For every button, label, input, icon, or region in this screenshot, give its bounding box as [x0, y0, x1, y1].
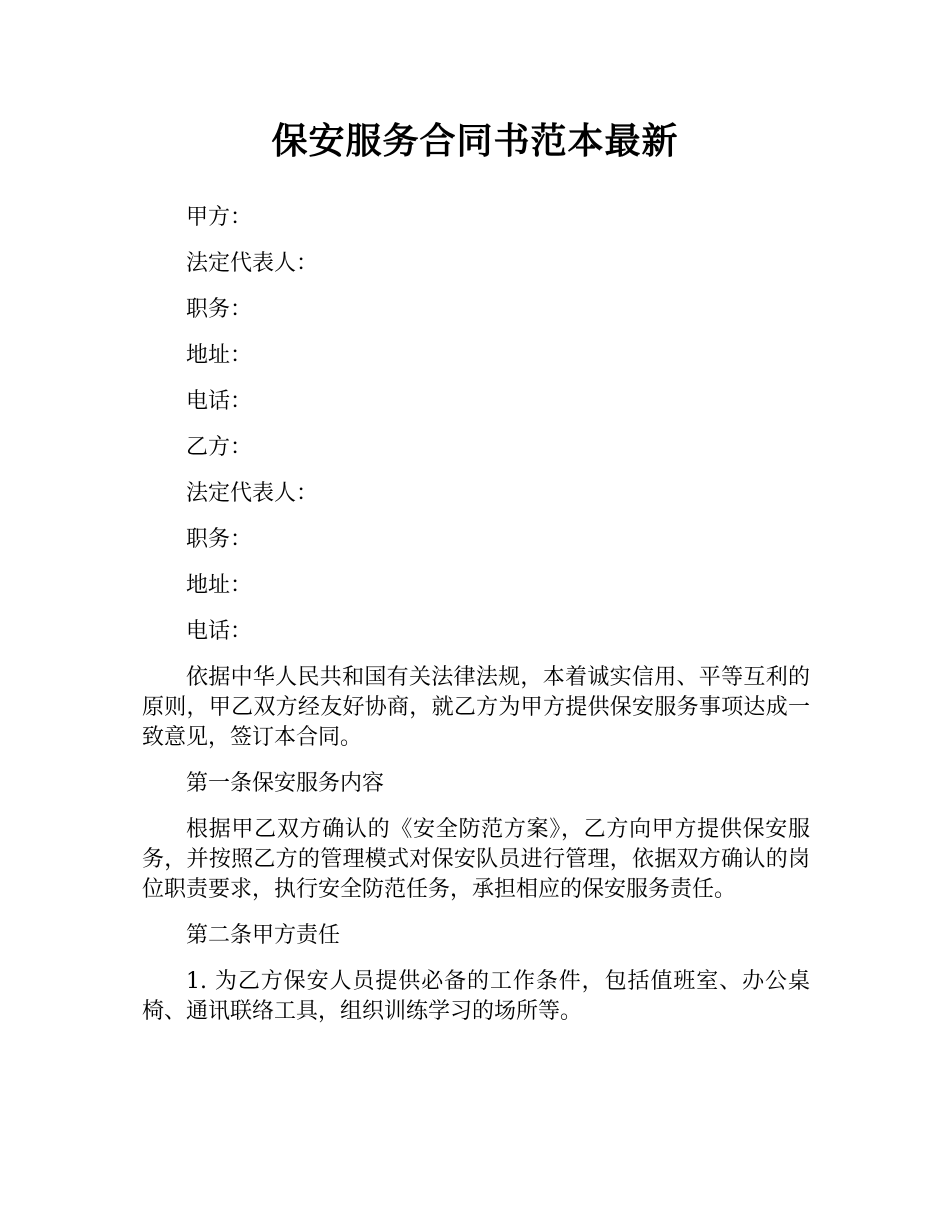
- party-b-phone-label: 电话：: [186, 619, 253, 644]
- party-a-name-label: 甲方：: [186, 205, 253, 230]
- article-1-paragraph: 根据甲乙双方确认的《安全防范方案》，乙方向甲方提供保安服务，并按照乙方的管理模式对保安队员进行管理，依据双方确认的岗位职责要求，执行安全防范任务，承担相应的保安服务责任。: [142, 817, 810, 902]
- party-b-representative-label: 法定代表人：: [186, 481, 319, 506]
- document-title: 保安服务合同书范本最新: [271, 121, 679, 162]
- party-b-position-label: 职务：: [186, 527, 253, 552]
- preamble-paragraph: 依据中华人民共和国有关法律法规，本着诚实信用、平等互利的原则，甲乙双方经友好协商，就乙方为甲方提供保安服务事项达成一致意见，签订本合同。: [142, 665, 810, 750]
- article-2-item-1: 1. 为乙方保安人员提供必备的工作条件，包括值班室、办公桌椅、通讯联络工具，组织训练学习的场所等。: [142, 969, 810, 1024]
- party-b-address-label: 地址：: [186, 573, 253, 598]
- article-1-heading: 第一条保安服务内容: [186, 771, 385, 796]
- article-2-heading: 第二条甲方责任: [186, 923, 341, 948]
- party-a-position-label: 职务：: [186, 297, 253, 322]
- document-body: [142, 203, 810, 1043]
- party-a-address-label: 地址：: [186, 343, 253, 368]
- party-a-phone-label: 电话：: [186, 389, 253, 414]
- party-b-name-label: 乙方：: [186, 435, 253, 460]
- party-a-representative-label: 法定代表人：: [186, 251, 319, 276]
